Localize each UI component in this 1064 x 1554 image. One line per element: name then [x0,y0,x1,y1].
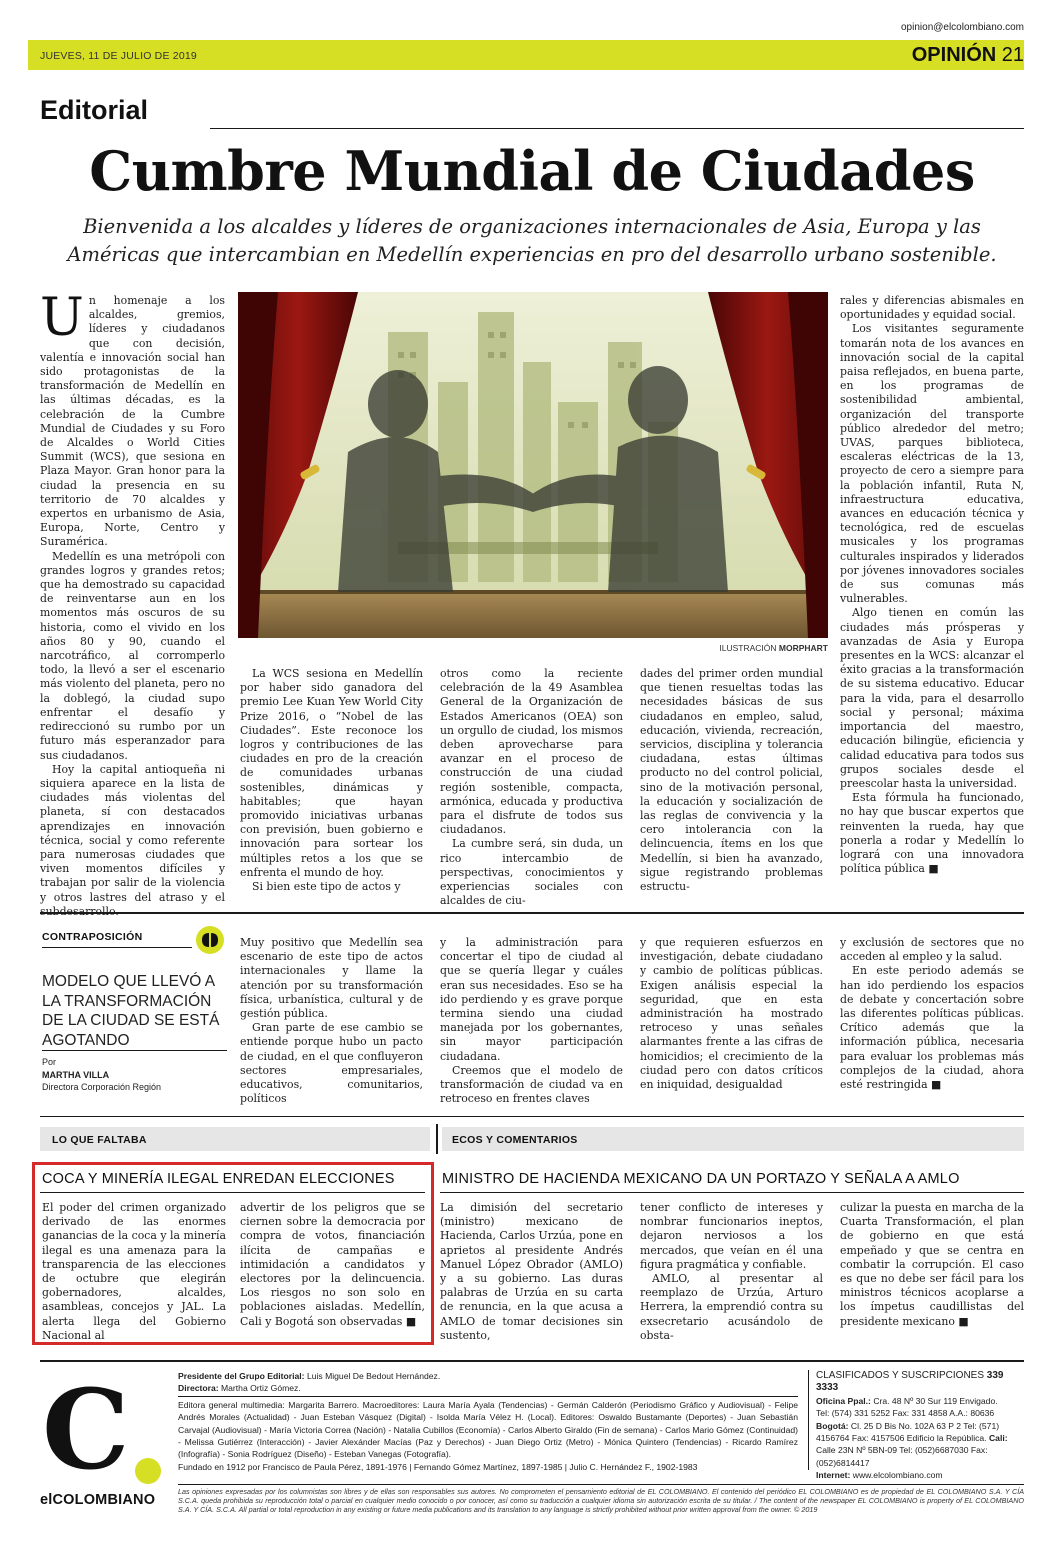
editorial-paragraph: Los visitantes seguramente tomarán nota de los avances en innovación social de la capital paisa reflejados, en buena parte, en los programas de sostenibilidad ambiental, organización del transporte público alrededor del metro; UVAS, parques biblioteca, escaleras eléctricas de la 13, proyecto de cero a siempre para la población infantil, Ruta N, infraestructura educativa, avances en educación técnica y tecnológica, red de escuelas musicales y los programas culturales inspirados y liderados por jóvenes innovadores sociales de sus comunas más vulnerables. [840,322,1024,606]
ecos-paragraph: tener conflicto de intereses y nombrar funcionarios ineptos, dejaron nerviosos a los mercados, que veían en él una figura pragmática y confiable. [640,1201,823,1271]
editorial-paragraph: Esta fórmula ha funcionado, no hay que buscar expertos que reinventen la rueda, hay que ponerla a rodar y Medellín lo logrará con una innovadora política pública ■ [840,791,1024,876]
contraposicion-title: MODELO QUE LLEVÓ A LA TRANSFORMACIÓN DE LA CIUDAD SE ESTÁ AGOTANDO [42,973,220,1049]
section-title: OPINIÓN [911,44,997,66]
editorial-paragraph: La WCS sesiona en Medellín por haber sido ganadora del premio Lee Kuan Yew World City Prize 2016, o “Nobel de las Ciudades”. Este reconoce los logros y contribuciones de las ciudades en pro de la creación de comunidades urbanas sostenibles, dinámicas y habitables; que hayan promovido iniciativas urbanas con previsión, buen gobierno e innovación para sortear los múltiples retos a los que se enfrenta el mundo de hoy. [240,667,423,879]
credits-rule [178,1396,798,1397]
credit-name: MORPHART [778,643,828,653]
office-main: Oficina Ppal.: Cra. 48 Nº 30 Sur 119 Envigado. [816,1395,998,1406]
contraposicion-paragraph: y que requieren esfuerzos en investigación, debate ciudadano y cambio de políticas públicas. Exigen análisis especial la seguridad, que en esta administración ha mostrado retroceso y unas señales alarmantes frente a las cifras de homicidios; el crecimiento de la ciudad pero con datos críticos en iniquidad, desigualdad [640,936,823,1092]
editorial-paragraph: Si bien este tipo de actos y [252,880,401,894]
byline-prefix: Por [42,1057,57,1067]
header-email[interactable]: opinion@elcolombiano.com [901,22,1024,33]
footer-disclaimer-rule [178,1484,1024,1485]
ecos-column-3 [840,1201,1024,1337]
contraposicion-label: CONTRAPOSICIÓN [42,931,143,943]
credits-staff: Editora general multimedia: Margarita Barrero. Macroeditores: Laura María Ayala (Tendencias) - Germán Calderón (Periodismo Gráfico y Audiovisual) - Felipe Andrés Morales (Actualidad) - Juan Esteban Vásquez (Digital) - Isolda María Vélez H. (Local). Editores: Oswaldo Bustamante (Deportes) - Juan Sebastián Carvajal (Audiovisual) - María Victoria Correa (Nación) - Natalia Cubillos (Economía) - Carlos Alberto Giraldo (Fin de semana) - Carlos Mario Gómez (Continuidad) - Melissa Gutiérrez (Interacción) - Javier Alexánder Macías (Paz y Derechos) - Juan Diego Ortiz (Metro) - Mónica Quintero (Tendencias) - Ricardo Ramírez (Infografía) - Sonia Rodríguez (Diseño) - Esteban Vanegas (Fotografía). [178,1399,798,1460]
contraposicion-column-1 [240,936,423,1106]
lo-que-faltaba-paragraph: El poder del crimen organizado derivado de las enormes ganancias de la coca y la minería ilegal es una amenaza para la transparencia de las elecciones de octubre que elegirán gobernadores, alcaldes, asambleas, concejos y JAL. La alerta llega del Gobierno Nacional al [42,1201,226,1342]
contraposicion-icon [196,926,224,954]
office-bogota: Bogotá: Cl. 25 D Bis No. 102A 63 P 2 Tel: (571) 4156764 Fax: 4157506 Edificio la República. Cali: Calle 23N Nº 5BN-09 Tel: (052)6687030 Fax: (052)6814417 [816,1420,1008,1468]
editorial-paragraph: Algo tienen en común las ciudades más prósperas y avanzadas de Asia y Europa presentes en la WCS: alcanzar el éxito gracias a la transformación de su sistema educativo. Educar para la vida, para el desarrollo social y personal; máxima importancia del maestro, educación bilingüe, eficiencia y calidad educativa para todos sus grupos sociales desde el preescolar hasta la universidad. [840,606,1024,790]
contraposicion-paragraph: Muy positivo que Medellín sea escenario de este tipo de actos internacionales y llame la atención por su transformación física, urbanística, cultural y de gestión pública. [240,936,423,1021]
section-divider [40,912,1024,914]
editorial-subtitle [40,213,1024,269]
ecos-label: ECOS Y COMENTARIOS [452,1134,578,1146]
editorial-column-1 [40,288,225,904]
page-number: 21 [1001,44,1024,66]
editorial-paragraph: rales y diferencias abismales en oportunidades y equidad social. [840,294,1024,322]
ecos-column-2 [640,1201,823,1342]
contraposicion-paragraph: y exclusión de sectores que no acceden al empleo y la salud. [840,936,1024,964]
classifieds-heading: CLASIFICADOS Y SUSCRIPCIONES 339 3333 [816,1370,1004,1394]
editorial-kicker: Editorial [40,95,149,125]
credits-director: Directora: Martha Ortiz Gómez. [178,1383,301,1394]
illustration-credit [719,643,828,653]
editorial-paragraph: dades del primer orden mundial que tienen resueltas todas las necesidades básicas de sus ciudadanos en empleo, salud, educación, vivienda, recreación, servicios, disciplina y tolerancia ciudadana, estas últimas producto no del control policial, sino de la motivación personal, la educación y socialización de las reglas de convivencia y la cero intolerancia con la delincuencia, ítems en los que Medellín, si bien ha avanzado, sigue registrando problemas estructu- [640,667,823,894]
footer-contact [816,1370,1024,1482]
website-link[interactable]: www.elcolombiano.com [852,1470,943,1481]
logo-dot [135,1458,161,1484]
editorial-column-4 [640,667,823,893]
editorial-paragraph: La cumbre será, sin duda, un rico intercambio de perspectivas, conocimientos y experiencias sociales con alcaldes de ciu- [440,837,623,908]
contraposicion-paragraph: Creemos que el modelo de transformación de ciudad va en retroceso en frentes claves [440,1063,623,1106]
dropcap: U [40,288,84,348]
lo-que-faltaba-title: COCA Y MINERÍA ILEGAL ENREDAN ELECCIONES [42,1171,395,1187]
editorial-paragraph: otros como la reciente celebración de la 49 Asamblea General de la Organización de Estados Americanos (OEA) son un orgullo de ciudad, los mismos deben aprovecharse para avanzar en el proceso de construcción de una ciudad región sostenible, compacta, armónica, educada y productiva para el disfrute de todos sus ciudadanos. [440,667,623,837]
editorial-title: Cumbre Mundial de Ciudades [89,139,975,203]
byline-author: MARTHA VILLA [42,1069,110,1080]
section-name [912,44,1024,67]
lo-que-faltaba-paragraph: advertir de los peligros que se ciernen sobre la democracia por compra de votos, financiación ilícita de campañas e intimidación a candidatos y electores por la delincuencia. Los riesgos no son solo en poblaciones aisladas. Medellín, Cali y Bogotá son observadas ■ [240,1201,425,1328]
lo-que-faltaba-column-2 [240,1201,425,1337]
logo-letter: C [42,1365,130,1494]
subtitle-line-2: Américas que intercambian en Medellín experiencias en pro del desarrollo urbano sostenible. [67,243,997,266]
footer-disclaimer: Las opiniones expresadas por los columnistas son libres y de ellas son responsables sus autores. No comprometen el pensamiento editorial de EL COLOMBIANO. El contenido del periódico EL COLOMBIANO es de propiedad de EL COLOMBIANO S.A. Y CÍA S.C.A. queda prohibida su reproducción total o parcial en cualquier medio conocido o por conocer, así como su traducción a cualquier idioma sin autorización escrita de su titular. / The content of the newspaper EL COLOMBIANO is property of EL COLOMBIANO S.A. Y CÍA. S.C.A. All partial or total reproduction in any existing or future media publications and its translation to any language is strictly prohibited without prior written approval from the owner. © 2019 [178,1487,1024,1515]
ecos-paragraph: AMLO, al presentar al reemplazo de Urzúa, Arturo Herrera, la emprendió contra su exsecretario acusándolo de obsta- [640,1272,823,1342]
faces-icon [199,931,221,949]
contraposicion-paragraph: En este periodo además se han ido perdiendo los espacios de debate y concertación sobre las diferentes políticas públicas. Crítico además que la información pública, necesaria para evaluar los problemas más complejos de la ciudad, ahora esté restringida ■ [840,964,1024,1092]
contraposicion-title-rule [42,1050,227,1051]
column-divider [436,1124,438,1154]
kicker-rule [210,128,1024,129]
lo-que-faltaba-column-1 [42,1201,226,1342]
handshake-stage-illustration [238,292,828,638]
footer-top-rule [40,1360,1024,1362]
editorial-column-2 [240,667,423,893]
contraposicion-paragraph: y la administración para concertar el tipo de ciudad al que se quería llegar y cuáles eran sus necesidades. Eso se ha ido perdiendo y es grave porque termina siendo una ciudad manejada por los gobernantes, sin mayor participación ciudadana. [440,936,623,1063]
contraposicion-column-3 [640,936,823,1106]
subtitle-line-1: Bienvenida a los alcaldes y líderes de organizaciones internacionales de Asia, Europa y las [83,215,981,238]
logo-name: elCOLOMBIANO [40,1492,156,1508]
footer-column-divider [808,1370,809,1470]
section-divider [40,1116,1024,1117]
editorial-column-5 [840,294,1024,894]
ecos-title: MINISTRO DE HACIENDA MEXICANO DA UN PORTAZO Y SEÑALA A AMLO [442,1171,960,1187]
editorial-illustration [238,292,828,638]
editorial-paragraph: Un homenaje a los alcaldes, gremios, líderes y ciudadanos que con decisión, valentía e innovación social han sido protagonistas de la transformación de Medellín en las últimas décadas, es la celebración de la Cumbre Mundial de Ciudades y su Foro de Alcaldes o World Cities Summit (WCS), que sesiona en Plaza Mayor. Gran honor para la ciudad la presencia en su territorio de 70 alcaldes y expertos en urbanismo de Asia, Europa, Norte, Centro y Suramérica. [40,288,225,549]
credits-president: Presidente del Grupo Editorial: Luis Miguel De Bedout Hernández. [178,1371,441,1381]
editorial-paragraph: Hoy la capital antioqueña ni siquiera aparece en la lista de ciudades más violentas del planeta, sí con destacados aprendizajes en innovación técnica, social y como referente para numerosas ciudades que viven momentos difíciles y trabajan por salir de la violencia y otros lastres del atraso y el [40,762,225,904]
contraposicion-column-2 [440,936,623,1106]
byline-role: Directora Corporación Región [42,1082,162,1092]
ecos-paragraph: culizar la puesta en marcha de la Cuarta Transformación, el plan de gobierno en que está empeñado y que se centra en combatir la corrupción. El caso es que no debe ser fácil para los ministros técnicos acoplarse a los ímpetus caudillistas del presidente mexicano ■ [840,1201,1024,1328]
internet: Internet: www.elcolombiano.com [816,1470,943,1481]
contraposicion-byline [42,1056,161,1094]
lo-que-faltaba-title-rule [40,1192,425,1193]
newspaper-logo [40,1365,170,1510]
office-tel: Tel: (574) 331 5252 Fax: 331 4858 A.A.: 80636 [816,1408,995,1419]
editorial-column-3 [440,667,623,908]
ecos-column-1 [440,1201,624,1342]
editorial-paragraph: Medellín es una metrópoli con grandes logros y grandes retos; que ha demostrado su capacidad de reinventarse aun en los momentos más oscuros de su historia, como el vivido en los años 80 y 90, cuando el narcotráfico, al corromperlo todo, la llevó a ser el escenario más violento del planeta, pero no la doblegó, la ciudad supo enfrentar el desafío y redireccionó su rumbo por un futuro más esperanzador para sus ciudadanos. [40,549,225,762]
credit-prefix: ILUSTRACIÓN [719,643,777,653]
contraposicion-rule [42,947,192,948]
contraposicion-column-4 [840,936,1024,1106]
credits-founded: Fundado en 1912 por Francisco de Paula Pérez, 1891-1976 | Fernando Gómez Martínez, 1897-1985 | Julio C. Hernández F., 1902-1983 [178,1461,698,1472]
ecos-paragraph: La dimisión del secretario (ministro) mexicano de Hacienda, Carlos Urzúa, pone en aprietos al presidente Andrés Manuel López Obrador (AMLO) y a su gobierno. Las duras palabras de Urzúa en su carta de renuncia, en la que acusa a AMLO de tomar decisiones sin sustento, [440,1201,624,1342]
contraposicion-paragraph: Gran parte de ese cambio se entiende porque hubo un pacto de ciudad, en el que confluyeron sectores empresariales, educativos, comunitarios, políticos [240,1021,423,1106]
lo-que-faltaba-label: LO QUE FALTABA [52,1134,147,1146]
ecos-title-rule [440,1192,1024,1193]
footer-credits [178,1370,798,1473]
header-date: JUEVES, 11 DE JULIO DE 2019 [40,50,197,62]
